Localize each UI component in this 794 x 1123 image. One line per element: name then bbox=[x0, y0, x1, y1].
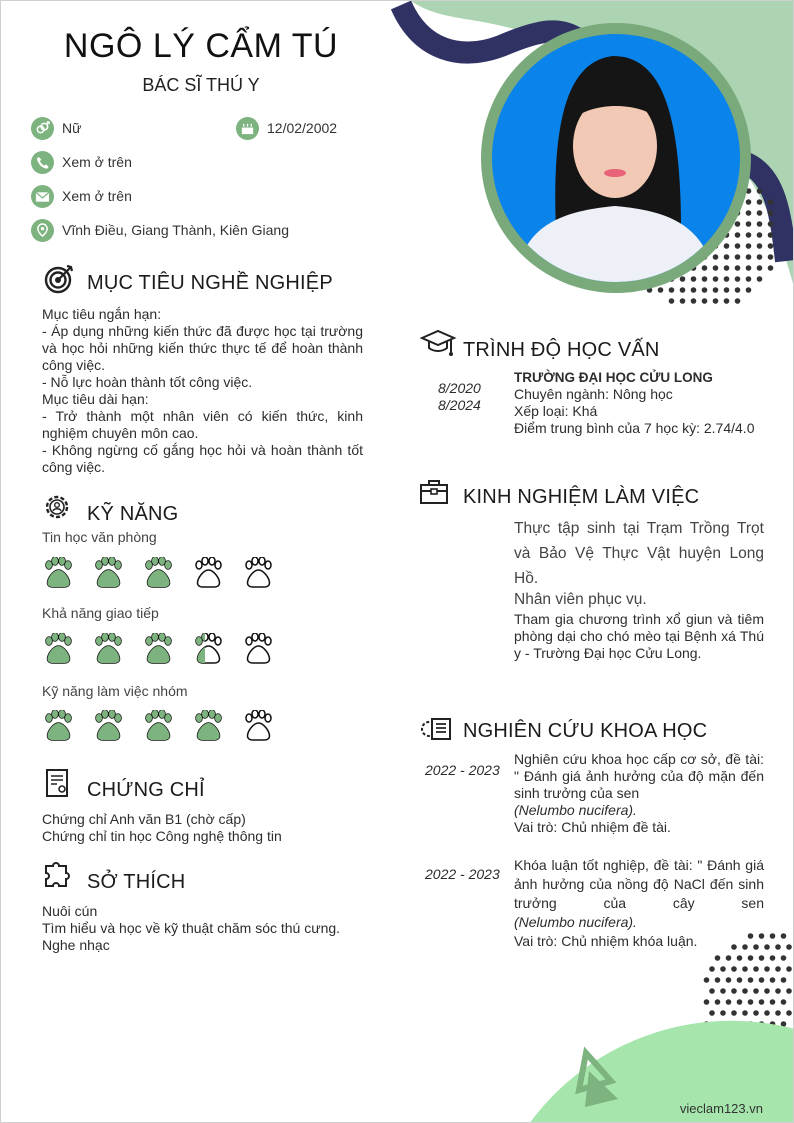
education-dates bbox=[438, 380, 481, 414]
research-period: 2022 - 2023 bbox=[425, 866, 500, 882]
objective-body bbox=[42, 306, 363, 476]
education-start: 8/2020 bbox=[438, 380, 481, 396]
paw-icon bbox=[91, 557, 126, 589]
address-value: Vĩnh Điều, Giang Thành, Kiên Giang bbox=[62, 222, 290, 238]
phone-icon bbox=[31, 151, 54, 174]
paw-icon bbox=[241, 557, 276, 589]
gender-value: Nữ bbox=[62, 120, 82, 136]
paw-icon bbox=[191, 633, 226, 665]
research-item bbox=[514, 751, 764, 836]
certificate-icon bbox=[44, 767, 70, 799]
certificate-item: Chứng chỉ Anh văn B1 (chờ cấp) bbox=[42, 811, 246, 827]
target-icon bbox=[43, 263, 75, 295]
paw-icon bbox=[41, 557, 76, 589]
research-text: Nghiên cứu khoa học cấp cơ sở, đề tài: " Đánh giá ảnh hưởng của độ mặn đến sinh trưởng của sen bbox=[514, 751, 764, 801]
gender-icon bbox=[31, 117, 54, 140]
objective-heading: MỤC TIÊU NGHỀ NGHIỆP bbox=[87, 272, 333, 294]
hobby-item: Nuôi cún bbox=[42, 903, 98, 919]
certificates-list bbox=[42, 811, 282, 845]
skill-rating bbox=[41, 710, 276, 742]
experience-role: Nhân viên phục vụ. bbox=[514, 591, 647, 608]
hobby-item: Tìm hiểu và học về kỹ thuật chăm sóc thú cưng. bbox=[42, 920, 341, 936]
paw-icon bbox=[141, 557, 176, 589]
experience-heading: KINH NGHIỆM LÀM VIỆC bbox=[463, 486, 700, 508]
location-pin-icon bbox=[31, 219, 54, 242]
research-item bbox=[514, 856, 764, 951]
research-heading: NGHIÊN CỨU KHOA HỌC bbox=[463, 720, 708, 742]
birthday-cake-icon bbox=[236, 117, 259, 140]
paw-icon bbox=[91, 633, 126, 665]
objective-line: Mục tiêu ngắn hạn: bbox=[42, 306, 162, 322]
puzzle-icon bbox=[43, 858, 75, 890]
paw-icon bbox=[141, 633, 176, 665]
research-period: 2022 - 2023 bbox=[425, 762, 500, 778]
candidate-name: NGÔ LÝ CẨM TÚ bbox=[63, 27, 339, 65]
research-species: (Nelumbo nucifera). bbox=[514, 914, 637, 930]
paw-icon bbox=[41, 633, 76, 665]
job-title: BÁC SĨ THÚ Y bbox=[142, 75, 260, 95]
rank: Xếp loại: Khá bbox=[514, 403, 598, 419]
objective-line: Mục tiêu dài hạn: bbox=[42, 391, 149, 407]
research-role: Vai trò: Chủ nhiệm khóa luận. bbox=[514, 933, 698, 949]
hobbies-heading: SỞ THÍCH bbox=[87, 871, 186, 893]
skill-rating bbox=[41, 557, 276, 589]
experience-position: Thực tập sinh tại Trạm Trồng Trọt và Bảo Vệ Thực Vật huyện Long Hồ. bbox=[514, 520, 764, 587]
objective-line: - Trở thành một nhân viên có kiến thức, kinh nghiệm chuyên môn cao. bbox=[42, 408, 363, 441]
education-heading: TRÌNH ĐỘ HỌC VẤN bbox=[463, 339, 660, 361]
school-name: TRƯỜNG ĐẠI HỌC CỬU LONG bbox=[514, 370, 713, 385]
skill-label: Khả năng giao tiếp bbox=[42, 605, 159, 621]
certificate-item: Chứng chỉ tin học Công nghệ thông tin bbox=[42, 828, 282, 844]
paw-icon bbox=[191, 710, 226, 742]
watermark: vieclam123.vn bbox=[679, 1101, 763, 1116]
education-end: 8/2024 bbox=[438, 397, 481, 413]
paw-icon bbox=[141, 710, 176, 742]
objective-line: - Không ngừng cố gắng học hỏi và hoàn thành tốt công việc. bbox=[42, 442, 363, 475]
research-text: Khóa luận tốt nghiệp, đề tài: " Đánh giá ảnh hưởng của nồng độ NaCl đến sinh trưởng của cây sen bbox=[514, 857, 764, 911]
research-role: Vai trò: Chủ nhiệm đề tài. bbox=[514, 819, 671, 835]
birthday-value: 12/02/2002 bbox=[267, 120, 338, 136]
objective-line: - Nỗ lực hoàn thành tốt công việc. bbox=[42, 374, 253, 390]
hobbies-list bbox=[42, 903, 340, 954]
gear-user-icon bbox=[43, 493, 71, 521]
email-icon bbox=[31, 185, 54, 208]
paw-icon bbox=[191, 557, 226, 589]
paw-icon bbox=[241, 633, 276, 665]
email-value: Xem ở trên bbox=[62, 188, 132, 204]
education-details bbox=[514, 369, 764, 437]
skill-rating bbox=[41, 633, 276, 665]
objective-line: - Áp dụng những kiến thức đã được học tại trường và học hỏi những kiến thức thực tế để hoàn thành công việc. bbox=[42, 323, 363, 373]
research-icon bbox=[420, 714, 454, 744]
phone-value: Xem ở trên bbox=[62, 154, 132, 170]
gpa: Điểm trung bình của 7 học kỳ: 2.74/4.0 bbox=[514, 420, 755, 436]
graduation-cap-icon bbox=[420, 329, 460, 361]
experience-description: Tham gia chương trình xổ giun và tiêm phòng dại cho chó mèo tại Bệnh xá Thú y - Trường Đại học Cửu Long. bbox=[514, 611, 764, 661]
major: Chuyên ngành: Nông học bbox=[514, 386, 673, 402]
skills-heading: KỸ NĂNG bbox=[87, 503, 179, 525]
certificates-heading: CHỨNG CHỈ bbox=[87, 779, 205, 801]
hobby-item: Nghe nhạc bbox=[42, 937, 110, 953]
paw-icon bbox=[241, 710, 276, 742]
paw-icon bbox=[41, 710, 76, 742]
briefcase-icon bbox=[419, 479, 449, 505]
paw-icon bbox=[91, 710, 126, 742]
skill-label: Kỹ năng làm việc nhóm bbox=[42, 683, 188, 699]
skill-label: Tin học văn phòng bbox=[42, 529, 157, 545]
research-species: (Nelumbo nucifera). bbox=[514, 802, 637, 818]
